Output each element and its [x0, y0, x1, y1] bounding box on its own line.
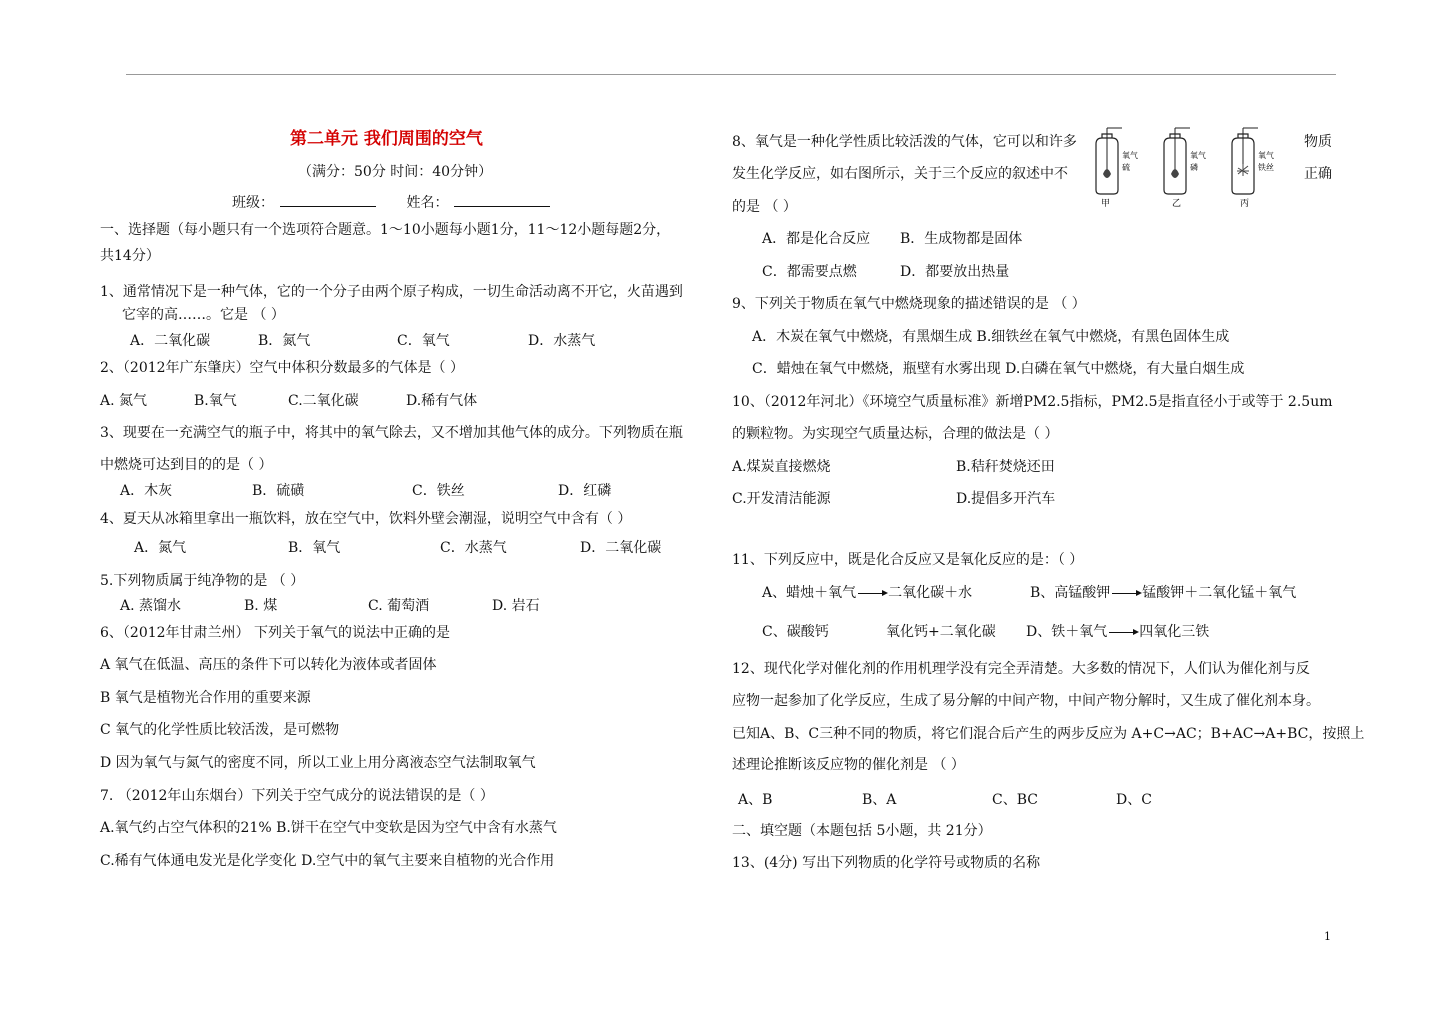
- section1-heading: 一、选择题（每小题只有一个选项符合题意。1～10小题每小题1分，11～12小题每题2分，: [100, 222, 671, 238]
- q11-d-reactants: D、铁＋氧气: [1026, 624, 1108, 640]
- name-label: 姓名：: [406, 195, 449, 211]
- q12-text-3: 已知A、B、C三种不同的物质，将它们混合后产生的两步反应为 A+C→AC；B+AC→A+BC，按照上: [732, 726, 1365, 742]
- q10-text-cont: 的颗粒物。为实现空气质量达标，合理的做法是（ ）: [732, 426, 1059, 442]
- q9-text: 9、下列关于物质在氧气中燃烧现象的描述错误的是 （ ）: [732, 296, 1086, 312]
- q1-option-b: B．氮气: [258, 333, 311, 349]
- q8-text-tail: 物质: [1304, 134, 1332, 150]
- q9-options-cd: C．蜡烛在氧气中燃烧，瓶壁有水雾出现 D.白磷在氧气中燃烧，有大量白烟生成: [752, 361, 1245, 377]
- q6-option-b: B 氧气是植物光合作用的重要来源: [100, 690, 311, 706]
- q1-text-cont: 它宰的高……。它是 （ ）: [122, 307, 285, 323]
- jar-yi-label: 乙: [1172, 199, 1182, 209]
- q11-option-b: [1030, 584, 1296, 602]
- q2-option-a: A. 氮气: [100, 393, 148, 409]
- q1-option-a: A．二氧化碳: [130, 333, 211, 349]
- q6-text: 6、（2012年甘肃兰州） 下列关于氧气的说法中正确的是: [100, 625, 450, 641]
- q12-text-4: 述理论推断该反应物的催化剂是 （ ）: [732, 757, 965, 773]
- section1-heading-cont: 共14分）: [100, 248, 160, 264]
- q5-option-a: A. 蒸馏水: [120, 598, 182, 614]
- jar-jia-gas: 氧气: [1122, 151, 1138, 160]
- q12-option-c: C、BC: [992, 792, 1038, 808]
- q12-option-b: B、A: [862, 792, 897, 808]
- q6-option-d: D 因为氧气与氮气的密度不同，所以工业上用分离液态空气法制取氧气: [100, 755, 536, 771]
- q13-text: 13、(4分) 写出下列物质的化学符号或物质的名称: [732, 855, 1041, 871]
- q8-text-end: 的是 （ ）: [732, 199, 797, 215]
- reaction-arrow-icon: [1112, 593, 1140, 594]
- q8-option-d: D．都要放出热量: [900, 264, 1010, 280]
- name-field[interactable]: [454, 192, 550, 207]
- q12-text-2: 应物一起参加了化学反应，生成了易分解的中间产物，中间产物分解时，又生成了催化剂本身。: [732, 693, 1320, 709]
- jar-bing: [1232, 128, 1258, 194]
- q7-text: 7. （2012年山东烟台）下列关于空气成分的说法错误的是（ ）: [100, 788, 494, 804]
- q11-b-products: 锰酸钾＋二氧化锰＋氧气: [1142, 585, 1297, 601]
- q4-option-d: D．二氧化碳: [580, 540, 662, 556]
- class-name-line: [232, 192, 550, 212]
- q1-option-d: D．水蒸气: [528, 333, 596, 349]
- q4-option-b: B．氧气: [288, 540, 341, 556]
- jar-jia: [1096, 128, 1122, 194]
- jar-bing-label: 丙: [1240, 199, 1250, 209]
- q11-option-c-products: 氧化钙+二氧化碳: [886, 624, 996, 640]
- exam-subtitle: （满分：50分 时间：40分钟）: [298, 164, 493, 180]
- q8-text-cont: 发生化学反应，如右图所示，关于三个反应的叙述中不: [732, 166, 1068, 182]
- q4-option-a: A．氮气: [134, 540, 187, 556]
- q10-option-d: D.提倡多开汽车: [956, 491, 1056, 507]
- q2-option-d: D.稀有气体: [406, 393, 478, 409]
- q11-option-a: [762, 584, 972, 602]
- section2-heading: 二、填空题（本题包括 5小题，共 21分）: [732, 823, 992, 839]
- q5-option-c: C. 葡萄酒: [368, 598, 430, 614]
- q3-option-c: C．铁丝: [412, 483, 465, 499]
- q6-option-c: C 氧气的化学性质比较活泼，是可燃物: [100, 722, 340, 738]
- page-title: 第二单元 我们周围的空气: [290, 129, 483, 149]
- class-field[interactable]: [280, 192, 376, 207]
- q9-options-ab: A．木炭在氧气中燃烧，有黑烟生成 B.细铁丝在氧气中燃烧，有黑色固体生成: [752, 329, 1230, 345]
- q8-text-cont-tail: 正确: [1304, 166, 1332, 182]
- q3-text: 3、现要在一充满空气的瓶子中，将其中的氧气除去，又不增加其他气体的成分。下列物质在瓶: [100, 425, 683, 441]
- class-label: 班级：: [232, 195, 274, 211]
- jar-jia-substance: 硫: [1122, 163, 1130, 172]
- q3-text-cont: 中燃烧可达到目的的是（ ）: [100, 457, 273, 473]
- jar-yi-gas: 氧气: [1190, 151, 1206, 160]
- header-rule: [126, 74, 1336, 75]
- q12-option-a: A、B: [738, 792, 773, 808]
- q7-options-ab: A.氧气约占空气体积的21% B.饼干在空气中变软是因为空气中含有水蒸气: [100, 820, 557, 836]
- q2-option-b: B.氧气: [194, 393, 237, 409]
- reaction-arrow-icon: [858, 593, 886, 594]
- q3-option-a: A．木灰: [120, 483, 173, 499]
- q10-option-c: C.开发清洁能源: [732, 491, 831, 507]
- q5-option-d: D. 岩石: [492, 598, 540, 614]
- q11-d-products: 四氧化三铁: [1139, 624, 1210, 640]
- q3-option-b: B．硫磺: [252, 483, 305, 499]
- q8-option-b: B．生成物都是固体: [900, 231, 1023, 247]
- jar-yi: [1164, 128, 1190, 194]
- q11-a-reactants: A、蜡烛＋氧气: [762, 585, 857, 601]
- reaction-arrow-icon: [1109, 632, 1137, 633]
- q3-option-d: D．红磷: [558, 483, 612, 499]
- q5-text: 5.下列物质属于纯净物的是 （ ）: [100, 573, 305, 589]
- jar-jia-label: 甲: [1101, 199, 1111, 209]
- q12-option-d: D、C: [1116, 792, 1152, 808]
- q10-option-a: A.煤炭直接燃烧: [732, 459, 831, 475]
- jar-yi-substance: 磷: [1190, 163, 1198, 172]
- q10-option-b: B.秸秆焚烧还田: [956, 459, 1055, 475]
- jar-bing-substance: 铁丝: [1258, 163, 1274, 172]
- q8-option-c: C．都需要点燃: [762, 264, 857, 280]
- q11-b-reactants: B、高锰酸钾: [1030, 585, 1111, 601]
- q6-option-a: A 氧气在低温、高压的条件下可以转化为液体或者固体: [100, 657, 437, 673]
- q12-text: 12、现代化学对催化剂的作用机理学没有完全弄清楚。大多数的情况下，人们认为催化剂与反: [732, 661, 1310, 677]
- q11-option-d: [1026, 623, 1209, 641]
- q4-option-c: C．水蒸气: [440, 540, 507, 556]
- page-number: 1: [1324, 930, 1331, 943]
- q11-text: 11、下列反应中，既是化合反应又是氧化反应的是：（ ）: [732, 552, 1084, 568]
- q5-option-b: B. 煤: [244, 598, 278, 614]
- jar-bing-gas: 氧气: [1258, 151, 1274, 160]
- q10-text: 10、（2012年河北）《环境空气质量标准》新增PM2.5指标，PM2.5是指直径小于或等于 2.5um: [732, 394, 1333, 410]
- q8-option-a: A．都是化合反应: [762, 231, 871, 247]
- q2-option-c: C.二氧化碳: [288, 393, 359, 409]
- q2-text: 2、（2012年广东肇庆）空气中体积分数最多的气体是（ ）: [100, 360, 464, 376]
- q7-options-cd: C.稀有气体通电发光是化学变化 D.空气中的氧气主要来自植物的光合作用: [100, 853, 555, 869]
- q4-text: 4、夏天从冰箱里拿出一瓶饮料，放在空气中，饮料外壁会潮湿，说明空气中含有（ ）: [100, 511, 632, 527]
- q11-option-c-reactants: C、碳酸钙: [762, 624, 829, 640]
- q8-text: 8、氧气是一种化学性质比较活泼的气体，它可以和许多: [732, 134, 1077, 150]
- q11-a-products: 二氧化碳＋水: [888, 585, 973, 601]
- q8-figure-jars: [1088, 126, 1298, 210]
- q1-text: 1、通常情况下是一种气体，它的一个分子由两个原子构成，一切生命活动离不开它，火苗遇到: [100, 284, 683, 300]
- q1-option-c: C．氧气: [397, 333, 450, 349]
